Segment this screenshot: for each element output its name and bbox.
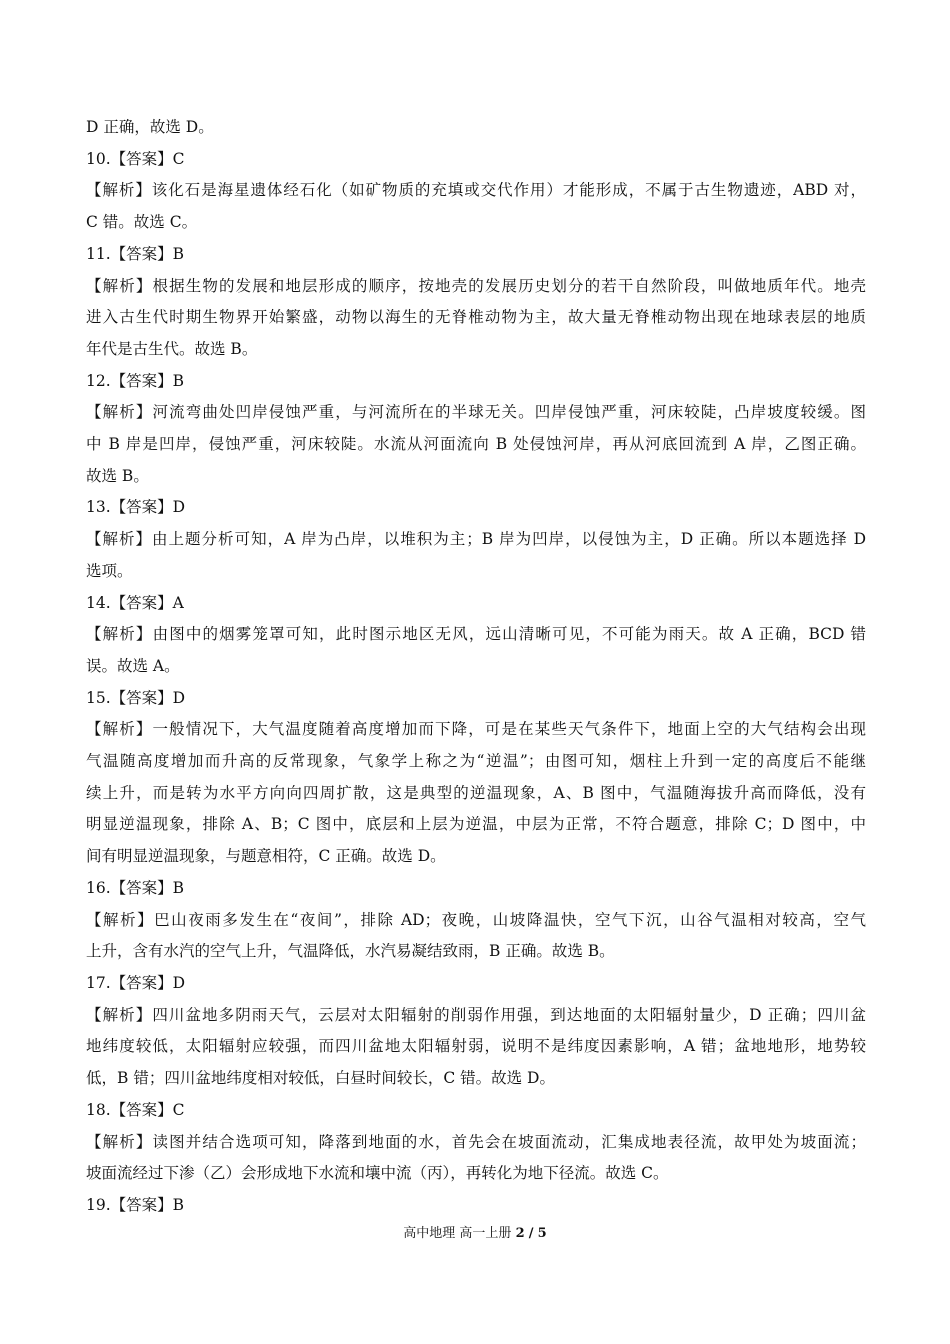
page-total: 5 (537, 1226, 547, 1241)
text-line: 气温随高度增加而升高的反常现象，气象学上称之为“逆温”；由图可知，烟柱上升到一定的高度后不能继 (86, 752, 866, 771)
text-line: 年代是古生代。故选 B。 (86, 339, 258, 358)
text-line: 【解析】河流弯曲处凹岸侵蚀严重，与河流所在的半球无关。凹岸侵蚀严重，河床较陡，凸岸坡度较缓。图 (86, 403, 866, 422)
text-line: 间有明显逆温现象，与题意相符，C 正确。故选 D。 (86, 847, 446, 866)
text-line: 选项。 (86, 561, 133, 580)
page-footer (0, 1225, 950, 1243)
text-line: 低，B 错；四川盆地纬度相对较低，白昼时间较长，C 错。故选 D。 (86, 1069, 555, 1088)
text-line: D 正确，故选 D。 (86, 118, 214, 136)
text-line: 12.【答案】B (86, 371, 185, 390)
text-line: 【解析】该化石是海星遗体经石化（如矿物质的充填或交代作用）才能形成，不属于古生物遗迹，ABD 对， (86, 181, 866, 200)
text-line: 地纬度较低，太阳辐射应较强，而四川盆地太阳辐射弱，说明不是纬度因素影响，A 错；盆地地形，地势较 (86, 1037, 866, 1056)
text-line: 【解析】读图并结合选项可知，降落到地面的水，首先会在坡面流动，汇集成地表径流，故甲处为坡面流； (86, 1132, 866, 1151)
text-line: 15.【答案】D (86, 688, 186, 707)
text-line: 10.【答案】C (86, 149, 185, 168)
document-body (86, 112, 866, 1222)
text-line: 【解析】四川盆地多阴雨天气，云层对太阳辐射的削弱作用强，到达地面的太阳辐射量少，D 正确；四川盆 (86, 1005, 866, 1024)
text-line: 误。故选 A。 (86, 656, 180, 675)
page-number: 2 (515, 1226, 525, 1241)
text-line: 19.【答案】B (86, 1195, 185, 1214)
text-line: 续上升，而是转为水平方向向四周扩散，这是典型的逆温现象，A、B 图中，气温随海拔升高而降低，没有 (86, 783, 866, 802)
text-line: 【解析】由图中的烟雾笼罩可知，此时图示地区无风，远山清晰可见，不可能为雨天。故 A 正确，BCD 错 (86, 625, 866, 644)
text-line: 坡面流经过下渗（乙）会形成地下水流和壤中流（丙），再转化为地下径流。故选 C。 (86, 1164, 669, 1183)
text-line: 11.【答案】B (86, 244, 185, 263)
text-line: 中 B 岸是凹岸，侵蚀严重，河床较陡。水流从河面流向 B 处侵蚀河岸，再从河底回流到 A 岸，乙图正确。 (86, 435, 866, 454)
text-line: 明显逆温现象，排除 A、B；C 图中，底层和上层为逆温，中层为正常，不符合题意，排除 C；D 图中，中 (86, 815, 866, 834)
text-line: C 错。故选 C。 (86, 213, 198, 232)
text-line: 13.【答案】D (86, 498, 186, 517)
text-line: 进入古生代时期生物界开始繁盛，动物以海生的无脊椎动物为主，故大量无脊椎动物出现在地球表层的地质 (86, 308, 866, 327)
text-line: 【解析】一般情况下，大气温度随着高度增加而下降，可是在某些天气条件下，地面上空的大气结构会出现 (86, 720, 866, 739)
text-line: 14.【答案】A (86, 593, 184, 612)
page-separator: / (528, 1226, 534, 1241)
text-line: 【解析】由上题分析可知，A 岸为凸岸，以堆积为主；B 岸为凹岸，以侵蚀为主，D 正确。所以本题选择 D (86, 530, 866, 549)
text-line: 16.【答案】B (86, 878, 185, 897)
text-line: 17.【答案】D (86, 973, 186, 992)
text-line: 故选 B。 (86, 466, 149, 485)
text-line: 【解析】根据生物的发展和地层形成的顺序，按地壳的发展历史划分的若干自然阶段，叫做地质年代。地壳 (86, 276, 866, 295)
text-line: 上升，含有水汽的空气上升，气温降低，水汽易凝结致雨，B 正确。故选 B。 (86, 942, 615, 961)
footer-label: 高中地理 高一上册 (403, 1226, 512, 1241)
text-line: 【解析】巴山夜雨多发生在“夜间”，排除 AD；夜晚，山坡降温快，空气下沉，山谷气温相对较高，空气 (86, 910, 866, 929)
text-line: 18.【答案】C (86, 1100, 185, 1119)
